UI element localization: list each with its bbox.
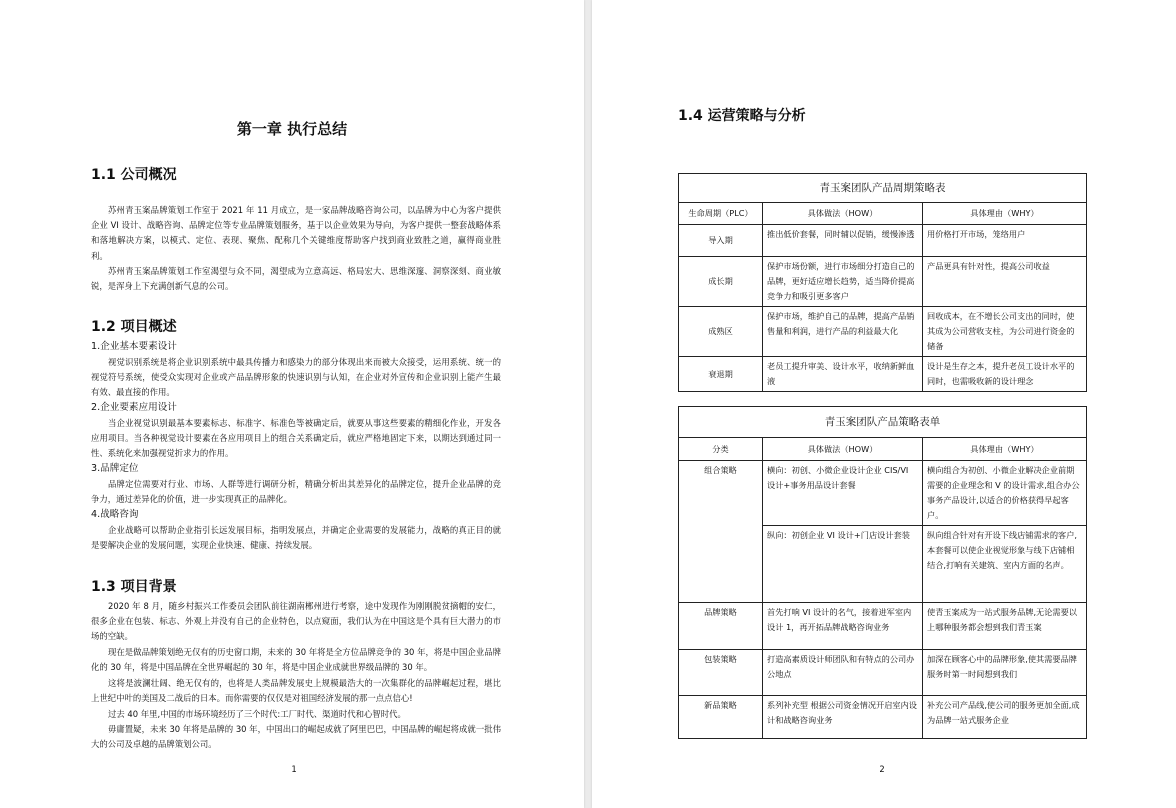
how-cell: 打造高素质设计师团队和有特点的公司办公地点 bbox=[763, 650, 923, 696]
how-cell: 保护市场份额，进行市场细分打造自己的品牌，更好适应增长趋势，适当降价提高竞争力和吸引更多客户 bbox=[763, 257, 923, 307]
subheading: 4.战略咨询 bbox=[91, 509, 139, 520]
stage-cell: 成熟区 bbox=[679, 307, 763, 357]
paragraph: 苏州青玉案品牌策划工作室于 2021 年 11 月成立，是一家品牌战略咨询公司，以品牌为中心为客户提供企业 VI 设计、战略咨询、品牌定位等专业品牌策划服务，基于以企业效果为导向，为客户提供一整套战略体系和落地解决方案，以模式、定位、表现、聚焦、配称几个关键维度帮助客户找到商业致胜之道，赢得商业胜利。 bbox=[91, 205, 501, 261]
paragraph: 2020 年 8 月，随乡村振兴工作委员会团队前往湖南郴州进行考察，途中发现作为刚刚脱贫摘帽的安仁，很多企业在包装、标志、外观上并没有自己的企业特色，以点窥面，我们认为在中国这是个具有巨大潜力的市场的空缺。 bbox=[91, 601, 501, 642]
paragraph: 现在是做品牌策划绝无仅有的历史窗口期，未来的 30 年将是全方位品牌竞争的 30 年，将是中国企业品牌化的 30 年，将是中国品牌在全世界崛起的 30 年，将是中国企业成就世界级品牌的 30 年。 bbox=[91, 647, 501, 673]
paragraph: 企业战略可以帮助企业指引长远发展目标，指明发展点，并确定企业需要的发展能力，战略的真正目的就是要解决企业的发展问题，实现企业快速、健康、持续发展。 bbox=[91, 525, 501, 551]
category-cell: 新品策略 bbox=[679, 696, 763, 739]
section-heading-1-2: 1.2 项目概述 bbox=[91, 319, 177, 335]
stage-cell: 衰退期 bbox=[679, 357, 763, 392]
table-row bbox=[679, 357, 1087, 392]
page-1 bbox=[0, 0, 584, 808]
column-header: 具体做法（HOW） bbox=[763, 438, 923, 461]
how-cell: 推出低价套餐，同时辅以促销，缓慢渗透 bbox=[763, 225, 923, 257]
table-row bbox=[679, 696, 1087, 739]
page-2 bbox=[592, 0, 1176, 808]
how-cell: 老员工提升审美、设计水平，收纳新鲜血液 bbox=[763, 357, 923, 392]
subheading: 2.企业要素应用设计 bbox=[91, 402, 177, 413]
chapter-title: 第一章 执行总结 bbox=[236, 120, 348, 138]
paragraph: 过去 40 年里,中国的市场环境经历了三个时代:工厂时代、渠道时代和心智时代。 bbox=[108, 709, 406, 719]
why-cell: 加深在顾客心中的品牌形象,使其需要品牌服务时第一时间想到我们 bbox=[923, 650, 1087, 696]
paragraph: 苏州青玉案品牌策划工作室渴望与众不同，渴望成为立意高远、格局宏大、思维深邃、洞察深刻、商业敏锐，是浑身上下充满创新气息的公司。 bbox=[91, 266, 501, 292]
why-cell: 使青玉案成为一站式服务品牌,无论需要以上哪种服务都会想到我们青玉案 bbox=[923, 603, 1087, 650]
product-strategy-table bbox=[678, 406, 1087, 739]
column-header: 分类 bbox=[679, 438, 763, 461]
section-heading-1-4: 1.4 运营策略与分析 bbox=[678, 108, 806, 124]
paragraph: 当企业视觉识别最基本要素标志、标准字、标准色等被确定后，就要从事这些要素的精细化作业，开发各应用项目。当各种视觉设计要素在各应用项目上的组合关系确定后，就应严格地固定下来，以期达到通过同一性、系统化来加强视觉折求力的作用。 bbox=[91, 418, 501, 459]
section-heading-1-3: 1.3 项目背景 bbox=[91, 579, 177, 595]
table-row bbox=[679, 461, 1087, 526]
table-row bbox=[679, 650, 1087, 696]
page-number: 2 bbox=[879, 764, 885, 774]
how-cell: 横向：初创、小微企业设计企业 CIS/VI 设计+事务用品设计套餐 bbox=[763, 461, 923, 526]
why-cell: 纵向组合针对有开设下线店铺需求的客户,本套餐可以使企业视觉形象与线下店铺相结合,打响有关建筑、室内方面的名声。 bbox=[923, 526, 1087, 603]
why-cell: 补充公司产品线,使公司的服务更加全面,成为品牌一站式服务企业 bbox=[923, 696, 1087, 739]
stage-cell: 成长期 bbox=[679, 257, 763, 307]
category-cell: 组合策略 bbox=[679, 461, 763, 603]
column-header: 具体理由（WHY） bbox=[923, 438, 1087, 461]
column-header: 具体做法（HOW） bbox=[763, 203, 923, 225]
table-title: 青玉案团队产品策略表单 bbox=[679, 407, 1087, 438]
column-header: 生命周期（PLC） bbox=[679, 203, 763, 225]
paragraph: 视觉识别系统是将企业识别系统中最具传播力和感染力的部分体现出来而被大众接受，运用系统、统一的视觉符号系统，使受众实现对企业或产品品牌形象的快速识别与认知，在企业对外宣传和企业识别上能产生最有效、最直接的作用。 bbox=[91, 357, 501, 398]
paragraph: 品牌定位需要对行业、市场、人群等进行调研分析，精确分析出其差异化的品牌定位，提升企业品牌的竞争力，通过差异化的价值，进一步实现真正的品牌化。 bbox=[91, 479, 501, 505]
table-row bbox=[679, 307, 1087, 357]
table-title: 青玉案团队产品周期策略表 bbox=[679, 174, 1087, 203]
section-heading-1-1: 1.1 公司概况 bbox=[91, 167, 177, 183]
table-row bbox=[679, 603, 1087, 650]
paragraph: 这将是波澜壮阔、绝无仅有的，也将是人类品牌发展史上规模最浩大的一次集群化的品牌崛起过程，堪比上世纪中叶的美国及二战后的日本。而你需要的仅仅是对祖国经济发展的那一点点信心! bbox=[91, 678, 501, 704]
how-cell: 系列补充型 根据公司资金情况开启室内设计和战略咨询业务 bbox=[763, 696, 923, 739]
subheading: 3.品牌定位 bbox=[91, 463, 139, 474]
table-row bbox=[679, 225, 1087, 257]
table-row bbox=[679, 257, 1087, 307]
page-number: 1 bbox=[291, 764, 297, 774]
column-header: 具体理由（WHY） bbox=[923, 203, 1087, 225]
why-cell: 回收成本，在不增长公司支出的同时，使其成为公司营收支柱，为公司进行资金的储备 bbox=[923, 307, 1087, 357]
plc-strategy-table bbox=[678, 173, 1087, 392]
how-cell: 首先打响 VI 设计的名气，接着进军室内设计 1，再开拓品牌战略咨询业务 bbox=[763, 603, 923, 650]
category-cell: 品牌策略 bbox=[679, 603, 763, 650]
why-cell: 横向组合为初创、小微企业解决企业前期需要的企业理念和 V 的设计需求,组合办公事务产品设计,以适合的价格获得早起客户。 bbox=[923, 461, 1087, 526]
how-cell: 纵向：初创企业 VI 设计+门店设计套装 bbox=[763, 526, 923, 603]
why-cell: 用价格打开市场，笼络用户 bbox=[923, 225, 1087, 257]
subheading: 1.企业基本要素设计 bbox=[91, 341, 177, 352]
how-cell: 保护市场，维护自己的品牌，提高产品销售量和利润，进行产品的利益最大化 bbox=[763, 307, 923, 357]
category-cell: 包装策略 bbox=[679, 650, 763, 696]
stage-cell: 导入期 bbox=[679, 225, 763, 257]
paragraph: 毋庸置疑，未来 30 年将是品牌的 30 年，中国出口的崛起成就了阿里巴巴，中国品牌的崛起将成就一批伟大的公司及卓越的品牌策划公司。 bbox=[91, 724, 501, 750]
why-cell: 设计是生存之本，提升老员工设计水平的同时，也需吸收新的设计理念 bbox=[923, 357, 1087, 392]
why-cell: 产品更具有针对性，提高公司收益 bbox=[923, 257, 1087, 307]
